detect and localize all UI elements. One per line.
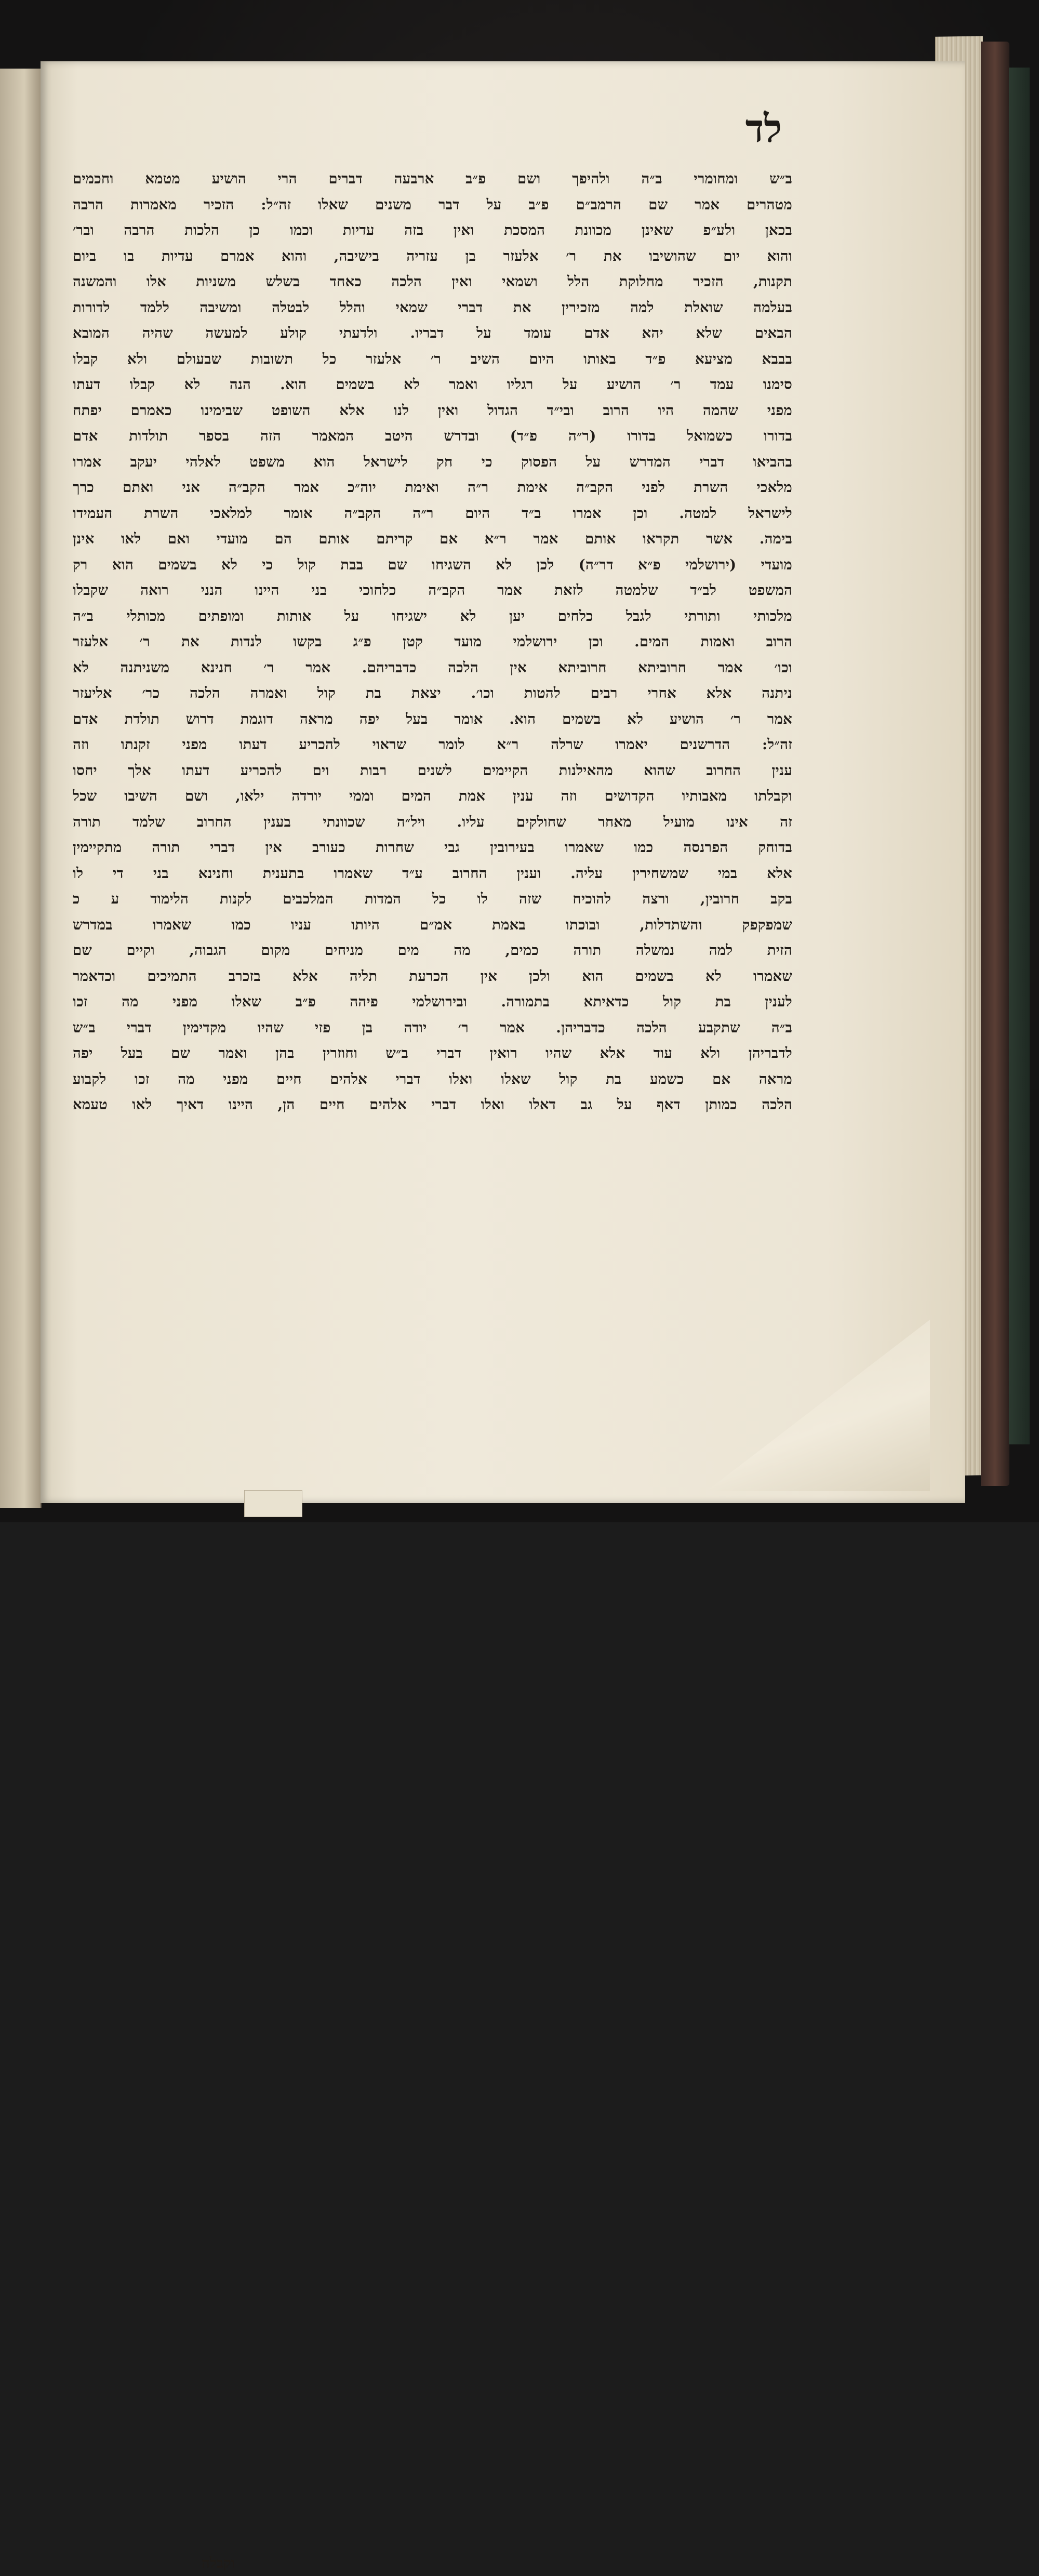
left-page-edge bbox=[0, 69, 42, 1508]
text-line: אמר ר׳ הושיע לא בשמים הוא. אומר בעל יפה מראה דוגמת דרוש תולדת אדם bbox=[73, 710, 792, 727]
text-line: בהביאו דברי המדרש על הפסוק כי חק לישראל הוא משפט לאלהי יעקב אמרו bbox=[73, 453, 792, 470]
text-line: הבאים שלא יהא אדם עומד על דבריו. ולדעתי קולע למעשה שהיה המובא bbox=[73, 325, 792, 341]
text-line: והוא יום שהושיבו את ר׳ אלעזר בן עזריה בישיבה, והוא אמרם עדיות בו ביום bbox=[73, 247, 792, 264]
text-line: שאמרו לא בשמים הוא ולכן אין הכרעת תליה אלא בזכרב התמיכים וכדאמר bbox=[73, 967, 792, 985]
text-line: לישראל למטה. וכן אמרו ב״ד היום ר״ה הקב״ה אומר למלאכי השרת העמידו bbox=[73, 504, 792, 522]
text-line: בכאן ולע״פ שאינן מכוונת המסכת ואין בזה עדיות וכמו כן הלכות הרבה ובר׳ bbox=[73, 222, 792, 238]
text-line: לענין בת קול כדאיתא בתמורה. ובירושלמי פיהה פ״ב שאלו מפני מה זכו bbox=[73, 993, 792, 1010]
text-line: ב״ה שתקבע הלכה כדבריהן. אמר ר׳ יודה בן פזי שהיו מקדימין דברי ב״ש bbox=[73, 1019, 792, 1036]
text-line: תקנות, הזכיר מחלוקת הלל ושמאי ואין הלכה כאחד בשלש משניות אלו והמשנה bbox=[73, 273, 792, 290]
text-line: שמפקפק והשתדלות, ובוכתו באמת אמ״ם היותו עניו כמו שאמרו במדרש bbox=[73, 916, 792, 933]
text-line: בבבא מציעא פ״ד באותו היום השיב ר׳ אלעזר כל תשובות שבעולם ולא קבלו bbox=[73, 350, 792, 367]
text-line: מלכותי ותורתי לגבל כלחים יען לא ישגיחו על אותות ומופתים מכותלי ב״ה bbox=[73, 607, 792, 625]
text-line: בעלמה שואלת למה מזכירין את דברי שמאי והלל לבטלה ומשיבה ללמד לדורות bbox=[73, 299, 792, 316]
text-line: מלאכי השרת לפני הקב״ה אימת ר״ה ואימת יוה״כ אמר הקב״ה אני ואתם כרך bbox=[73, 479, 792, 496]
text-line: מראה אם כשמע בת קול שאלו ואלו דברי אלהים חיים מפני מה זכו לקבוע bbox=[73, 1070, 792, 1087]
paper-tab bbox=[244, 1490, 302, 1517]
book-cover-strip bbox=[1009, 68, 1030, 1444]
text-line: אלא במי שמשחירין עליה. וענין החרוב ע״ד שאמרו בתענית וחנינא בני די לו bbox=[73, 865, 792, 882]
text-line: ניתנה אלא אחרי רבים להטות וכו׳. יצאת בת קול ואמרה הלכה כר׳ אליעזר bbox=[73, 685, 792, 701]
text-line: בדורו כשמואל בדורו (ר״ה פ״ד) ובדרש היטב המאמר הזה בספר תולדות אדם bbox=[73, 428, 792, 444]
text-line: המשפט לב״ד שלמטה לזאת אמר הקב״ה כלחוכי בני היינו הנני רואה שקבלו bbox=[73, 582, 792, 599]
hebrew-text-block bbox=[73, 166, 792, 1118]
catchword-line bbox=[73, 1273, 792, 2571]
text-line: הלכה כמותן דאף על גב דאלו ואלו דברי אלהים חיים הן, היינו דאיך לאו טעמא bbox=[73, 1096, 792, 1113]
book-cover-edge bbox=[981, 42, 1009, 1486]
text-line: בדוחק הפרנסה כמו שאמרו בעירובין גבי שחרות כעורב אין דברי תורה מתקיימין bbox=[73, 839, 792, 856]
text-line: ב״ש ומחומרי ב״ה ולהיפך ושם פ״ב ארבעה דברים הרי הושיע מטמא וחכמים bbox=[73, 170, 792, 187]
text-line: זה אינו מועיל מאחר שחולקים עליו. ויל״ה שכוונתי בענין החרוב שלמד תורה bbox=[73, 813, 792, 830]
text-line: הזית למה נמשלה תורה כמים, מה מים מניחים מקום הגבוה, וקיים שם bbox=[73, 942, 792, 959]
text-line: וכו׳ אמר חרוביתא חרוביתא אין הלכה כדבריהם. אמר ר׳ חנינא משניתנה לא bbox=[73, 659, 792, 676]
text-line: מועדי (ירושלמי פ״א דר״ה) לכן לא השגיחו שם בבת קול כי לא בשמים הוא רק bbox=[73, 556, 792, 573]
text-line: סימנו עמד ר׳ הושיע על רגליו ואמר לא בשמים הוא. הנה לא קבלו דעתו bbox=[73, 376, 792, 393]
text-line: זה״ל: הדרשנים יאמרו שרלה ר״א לומר שראוי להכריע דעתו מפני זקנתו וזה bbox=[73, 736, 792, 753]
text-line: ענין החרוב שהוא מהאילנות הקיימים לשנים רבות וים להכריע דעתו אלך יחסו bbox=[73, 762, 792, 779]
catchword: וקבלה bbox=[202, 2555, 235, 2571]
text-line: הרוב ואמות המים. וכן ירושלמי מועד קטן פ״ג בקשו לנדות את ר׳ אלעזר bbox=[73, 633, 792, 650]
text-line: מטהרים אמר שם הרמב״ם פ״ב על דבר משנים שאלו זה״ל: הזכיר מאמרות הרבה bbox=[73, 196, 792, 213]
text-line: לדבריהן ולא עוד אלא שהיו רואין דברי ב״ש וחוזרין בהן ואמר שם בעל יפה bbox=[73, 1045, 792, 1061]
text-line: בימה. אשר תקראו אותם אמר ר״א אם קריתם אותם הם מועדי ואם לאו אינן bbox=[73, 530, 792, 547]
text-line: בקב חרובין, ורצה להוכיח שזה לו כל המדות המלכבים לקנות הלימוד ע כ bbox=[73, 891, 792, 907]
text-line: וקבלתו מאבותיו הקדושים וזה ענין אמת המים וממי יורדה ילאו, ושם השיבו שכל bbox=[73, 788, 792, 804]
page-number: לד bbox=[745, 107, 782, 151]
text-line: מפני שהמה היו הרוב ובי״ד הגדול ואין לנו אלא השופט שבימינו כאמרם יפתח bbox=[73, 402, 792, 419]
